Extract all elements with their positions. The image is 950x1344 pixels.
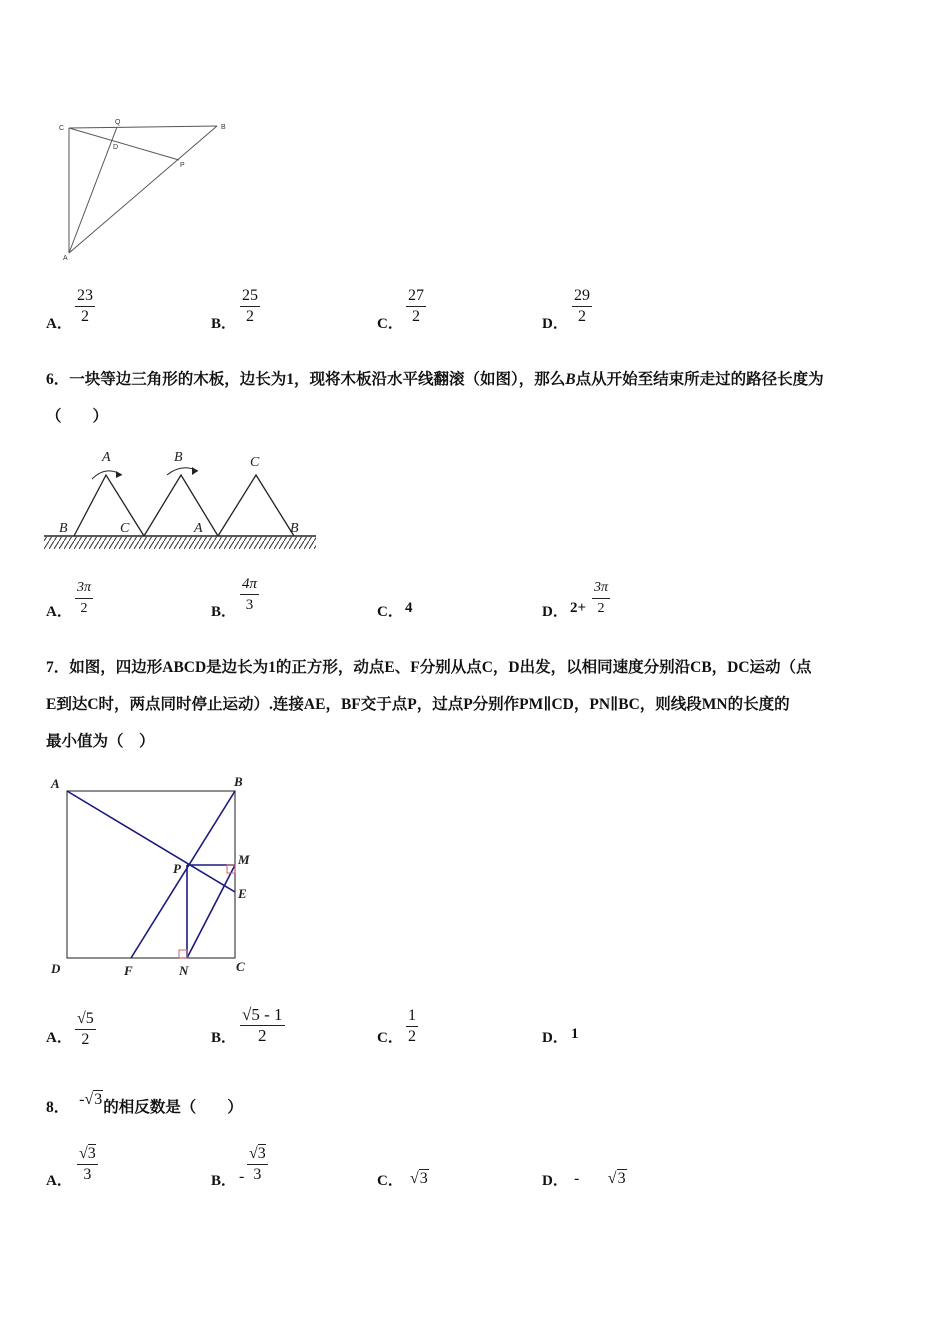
q7-option-a-den: 2 (81, 1031, 90, 1048)
q6-label-b-top: B (174, 450, 183, 465)
q7-option-b-den: 2 (258, 1026, 267, 1045)
q6-label-a-mid: A (194, 521, 203, 536)
q6-label-b-right: B (290, 521, 299, 536)
q8-option-a-num: 3 (87, 1145, 96, 1162)
q8-number: 8． (46, 1099, 70, 1116)
q8-option-d-rad: 3 (617, 1170, 626, 1187)
q6-stem (46, 361, 916, 398)
q6-option-b-fraction (240, 574, 259, 615)
q6-label-b-left: B (59, 521, 68, 536)
q5-point-a: A (63, 255, 68, 262)
q8-option-c-rad: 3 (419, 1170, 428, 1187)
q7-stem (46, 649, 926, 760)
q6-figure (44, 445, 319, 555)
q8-option-a-label: A． (46, 1173, 72, 1189)
q8-option-c-label: C． (377, 1173, 403, 1189)
q7-label-p: P (173, 861, 181, 876)
q7-label-f: F (124, 963, 133, 978)
q7-option-d-label: D． (542, 1030, 568, 1046)
q7-label-d: D (51, 961, 61, 976)
q7-option-b-label: B． (211, 1030, 237, 1046)
q7-line-1 (46, 649, 926, 686)
q7-line-1-text: 如图，四边形ABCD是边长为1的正方形，动点E、F分别从点C，D出发，以相同速度分别沿CB，DC运动（点 (69, 659, 812, 676)
q5-option-d-num: 29 (572, 286, 592, 307)
q6-option-d-prefix: 2+ (570, 600, 587, 616)
q7-option-a-fraction (75, 1009, 96, 1050)
q8-option-c-sqrt: √3 (410, 1170, 428, 1187)
q8-option-d-label: D． (542, 1173, 568, 1189)
q6-label-a-top: A (102, 450, 111, 465)
q8-option-b-den: 3 (253, 1166, 262, 1183)
q6-option-d-den: 2 (597, 601, 605, 616)
q6-option-d-num: 3π (592, 578, 610, 599)
q5-point-q: Q (115, 119, 121, 126)
q8-option-a-fraction (77, 1144, 98, 1185)
q6-option-d-label: D． (542, 604, 568, 620)
q7-line-2: E到达C时，两点同时停止运动）.连接AE，BF交于点P，过点P分别作PM∥CD，PN∥BC，则线段MN的长度的 (46, 696, 790, 713)
q8-option-b-num-wrap: √3 (247, 1144, 268, 1165)
q6-option-a-label: A． (46, 604, 72, 620)
q8-option-a-den: 3 (83, 1166, 92, 1183)
q6-option-a-fraction (75, 578, 93, 619)
q5-option-d-label: D． (542, 316, 568, 332)
q7-option-d-value: 1 (571, 1026, 579, 1042)
q6-option-c-value: 4 (405, 600, 413, 616)
q7-label-a: A (51, 776, 60, 791)
q8-text: 的相反数是（ ） (103, 1099, 243, 1116)
q8-option-b-fraction (247, 1144, 268, 1185)
q6-label-c-top: C (250, 455, 260, 470)
q6-option-d-fraction (592, 578, 610, 619)
q7-number: 7． (46, 659, 70, 676)
q5-option-a-den: 2 (81, 308, 89, 325)
q5-point-c: C (59, 125, 65, 132)
q7-line-3: 最小值为（ ） (46, 733, 155, 750)
q6-var-b: B (565, 371, 576, 388)
q8-expr-sign: - (79, 1091, 85, 1108)
q7-option-a-label: A． (46, 1030, 72, 1046)
q5-option-c-den: 2 (412, 308, 420, 325)
q5-option-b-fraction (240, 286, 260, 327)
q5-point-d: D (113, 144, 119, 151)
q7-label-m: M (238, 852, 250, 867)
q6-label-c-mid: C (120, 521, 130, 536)
q6-text-before: 一块等边三角形的木板，边长为1，现将木板沿水平线翻滚（如图），那么 (69, 371, 566, 388)
q8-stem (46, 1089, 243, 1126)
q8-option-b-num: 3 (257, 1145, 266, 1162)
q5-point-p: P (180, 162, 185, 169)
q8-expr-sqrt: √3 (84, 1091, 103, 1108)
q5-option-d-fraction (572, 286, 592, 327)
q7-label-b: B (234, 774, 243, 789)
q5-option-c-num: 27 (406, 286, 426, 307)
q7-option-a-num: √5 (75, 1009, 96, 1030)
q8-option-a-num-wrap: √3 (77, 1144, 98, 1165)
q7-option-c-den: 2 (408, 1028, 416, 1045)
q5-option-d-den: 2 (578, 308, 586, 325)
q8-expr-rad: 3 (94, 1091, 103, 1108)
q7-option-c-num: 1 (406, 1006, 418, 1027)
q7-label-n: N (179, 963, 189, 978)
q8-option-d-sign: - (574, 1170, 580, 1187)
q6-number: 6． (46, 371, 70, 388)
q5-option-c-fraction (406, 286, 426, 327)
q8-option-b-sign: - (239, 1168, 245, 1185)
q5-option-a-fraction (75, 286, 95, 327)
q6-option-b-label: B． (211, 604, 237, 620)
q5-option-b-num: 25 (240, 286, 260, 307)
q7-label-e: E (238, 886, 247, 901)
q7-option-b-fraction (240, 1005, 285, 1046)
q5-option-a-label: A． (46, 316, 72, 332)
q7-option-c-fraction (406, 1006, 418, 1047)
q7-label-c: C (236, 959, 245, 974)
q7-option-c-label: C． (377, 1030, 403, 1046)
q5-figure (55, 115, 240, 265)
q5-option-a-num: 23 (75, 286, 95, 307)
q6-option-a-num: 3π (75, 578, 93, 599)
q6-paren: （ ） (46, 408, 109, 425)
q5-option-c-label: C． (377, 316, 403, 332)
q6-text-after: 点从开始至结束所走过的路径长度为 (575, 371, 824, 388)
q5-option-b-den: 2 (246, 308, 254, 325)
q7-option-b-num: √5 - 1 (242, 1005, 283, 1024)
q6-option-b-num: 4π (240, 574, 259, 595)
q8-option-d-sqrt: √3 (607, 1170, 626, 1187)
q6-option-a-den: 2 (80, 601, 88, 616)
q6-option-c-label: C． (377, 604, 403, 620)
q7-figure (46, 770, 261, 985)
q6-option-b-den: 3 (245, 597, 254, 613)
q5-option-b-label: B． (211, 316, 237, 332)
q5-point-b: B (221, 124, 226, 131)
q8-option-b-label: B． (211, 1173, 237, 1189)
